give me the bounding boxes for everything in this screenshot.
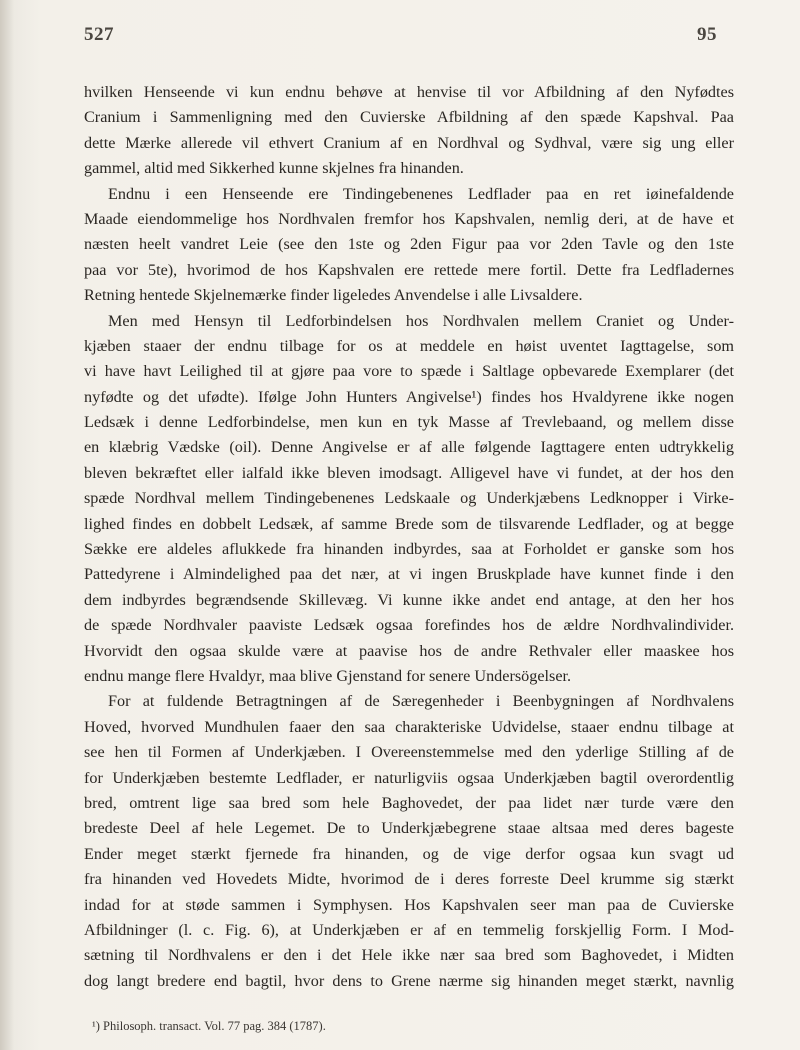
text-line: dette Mærke allerede vil ethvert Cranium af en Nordhval og Sydhval, være sig ung eller <box>84 133 734 152</box>
right-page-number: 95 <box>697 24 717 45</box>
paragraph <box>84 689 734 994</box>
paragraph <box>84 182 734 309</box>
paragraph <box>84 80 734 182</box>
text-line: For at fuldende Betragtningen af de Særegenheder i Beenbygningen af Nordhvalens <box>108 692 734 711</box>
text-line: Endnu i een Henseende ere Tindingebenenes Ledflader paa en ret iøinefaldende <box>108 184 734 203</box>
page-edge-shadow <box>0 0 14 1050</box>
text-line: Cranium i Sammenligning med den Cuvierske Afbildning af den spæde Kapshval. Paa <box>84 108 734 127</box>
text-line: indad for at støde sammen i Symphysen. Hos Kapshvalen seer man paa de Cuvierske <box>84 895 734 914</box>
text-line: spæde Nordhval mellem Tindingebenenes Ledskaale og Underkjæbens Ledknopper i Virke- <box>84 489 734 508</box>
text-line: bredeste Deel af hele Legemet. De to Underkjæbegrene staae altsaa med deres bageste <box>84 819 734 838</box>
text-line: bred, omtrent lige saa bred som hele Baghovedet, der paa lidet nær turde være den <box>84 793 734 812</box>
text-line: bleven bekræftet eller ialfald ikke bleven imodsagt. Alligevel have vi fundet, at der hos den <box>84 463 734 482</box>
left-page-number: 527 <box>84 24 114 45</box>
text-line: endnu mange flere Hvaldyr, maa blive Gjenstand for senere Undersögelser. <box>84 666 572 685</box>
text-line: paa vor 5te), hvorimod de hos Kapshvalen ere rettede mere fortil. Dette fra Ledfladernes <box>84 260 734 279</box>
text-line: Ledsæk i denne Ledforbindelse, men kun en tyk Masse af Trevlebaand, og mellem disse <box>84 413 734 432</box>
text-line: næsten heelt vandret Leie (see den 1ste og 2den Figur paa vor 2den Tavle og den 1ste <box>84 235 734 254</box>
text-line: dog langt bredere end bagtil, hvor dens to Grene nærme sig hinanden meget stærkt, navnlig <box>84 971 734 990</box>
footnote <box>92 1018 732 1034</box>
text-line: fra hinanden ved Hovedets Midte, hvorimod de i deres forreste Deel krumme sig stærkt <box>84 870 734 889</box>
text-line: gammel, altid med Sikkerhed kunne skjelnes fra hinanden. <box>84 159 464 178</box>
text-line: en klæbrig Vædske (oil). Denne Angivelse er af alle følgende Iagttagere enten udtrykkelig <box>84 438 734 457</box>
text-line: Hvorvidt den ogsaa skulde være at paavise hos de andre Rethvaler eller maaskee hos <box>84 641 734 660</box>
text-line: de spæde Nordhvaler paaviste Ledsæk ogsaa forefindes hos de ældre Nordhvalindivider. <box>84 616 734 635</box>
text-line: vi have havt Leilighed til at gjøre paa vore to spæde i Saltlage opbevarede Exemplarer (det <box>84 362 734 381</box>
text-line: hvilken Henseende vi kun endnu behøve at henvise til vor Afbildning af den Nyfødtes <box>84 83 734 101</box>
text-line: Men med Hensyn til Ledforbindelsen hos Nordhvalen mellem Craniet og Under- <box>108 311 734 330</box>
text-line: Maade eiendommelige hos Nordhvalen fremfor hos Kapshvalen, nemlig deri, at de have et <box>84 209 734 228</box>
footnote-text: Philosoph. transact. Vol. 77 pag. 384 (1787). <box>103 1019 326 1033</box>
text-line: Afbildninger (l. c. Fig. 6), at Underkjæben er af en temmelig forskjellig Form. I Mod- <box>84 920 734 939</box>
text-line: Sække ere aldeles aflukkede fra hinanden indbyrdes, saa at Forholdet er ganske som hos <box>84 540 734 559</box>
text-line: Hoved, hvorved Mundhulen faaer den saa charakteriske Udvidelse, staaer endnu tilbage at <box>84 717 734 736</box>
text-line: kjæben staaer der endnu tilbage for os at meddele en høist uventet Iagttagelse, som <box>84 336 734 355</box>
text-line: nyfødte og det ufødte). Ifølge John Hunters Angivelse¹) findes hos Hvaldyrene ikke nogen <box>84 387 734 406</box>
text-line: for Underkjæben bestemte Ledflader, er naturligviis ogsaa Underkjæben bagtil overordentlig <box>84 768 734 787</box>
paragraph <box>84 309 734 690</box>
body-text <box>84 80 734 994</box>
text-line: lighed findes en dobbelt Ledsæk, af samme Brede som de tilsvarende Ledflader, og at begge <box>84 514 734 533</box>
text-line: Retning hentede Skjelnemærke finder ligeledes Anvendelse i alle Livsaldere. <box>84 286 583 305</box>
text-line: Pattedyrene i Almindelighed paa det nær, at vi ingen Bruskplade have kunnet finde i den <box>84 565 734 584</box>
text-line: sætning til Nordhvalens er den i det Hele ikke nær saa bred som Baghovedet, i Midten <box>84 946 734 965</box>
text-line: see hen til Formen af Underkjæben. I Overeenstemmelse med den yderlige Stilling af de <box>84 743 734 762</box>
footnote-marker: ¹) <box>92 1019 100 1033</box>
text-line: dem indbyrdes begrændsende Skillevæg. Vi kunne ikke andet end antage, at den her hos <box>84 590 734 609</box>
text-line: Ender meget stærkt fjernede fra hinanden, og de vige derfor ogsaa kun svagt ud <box>84 844 734 863</box>
